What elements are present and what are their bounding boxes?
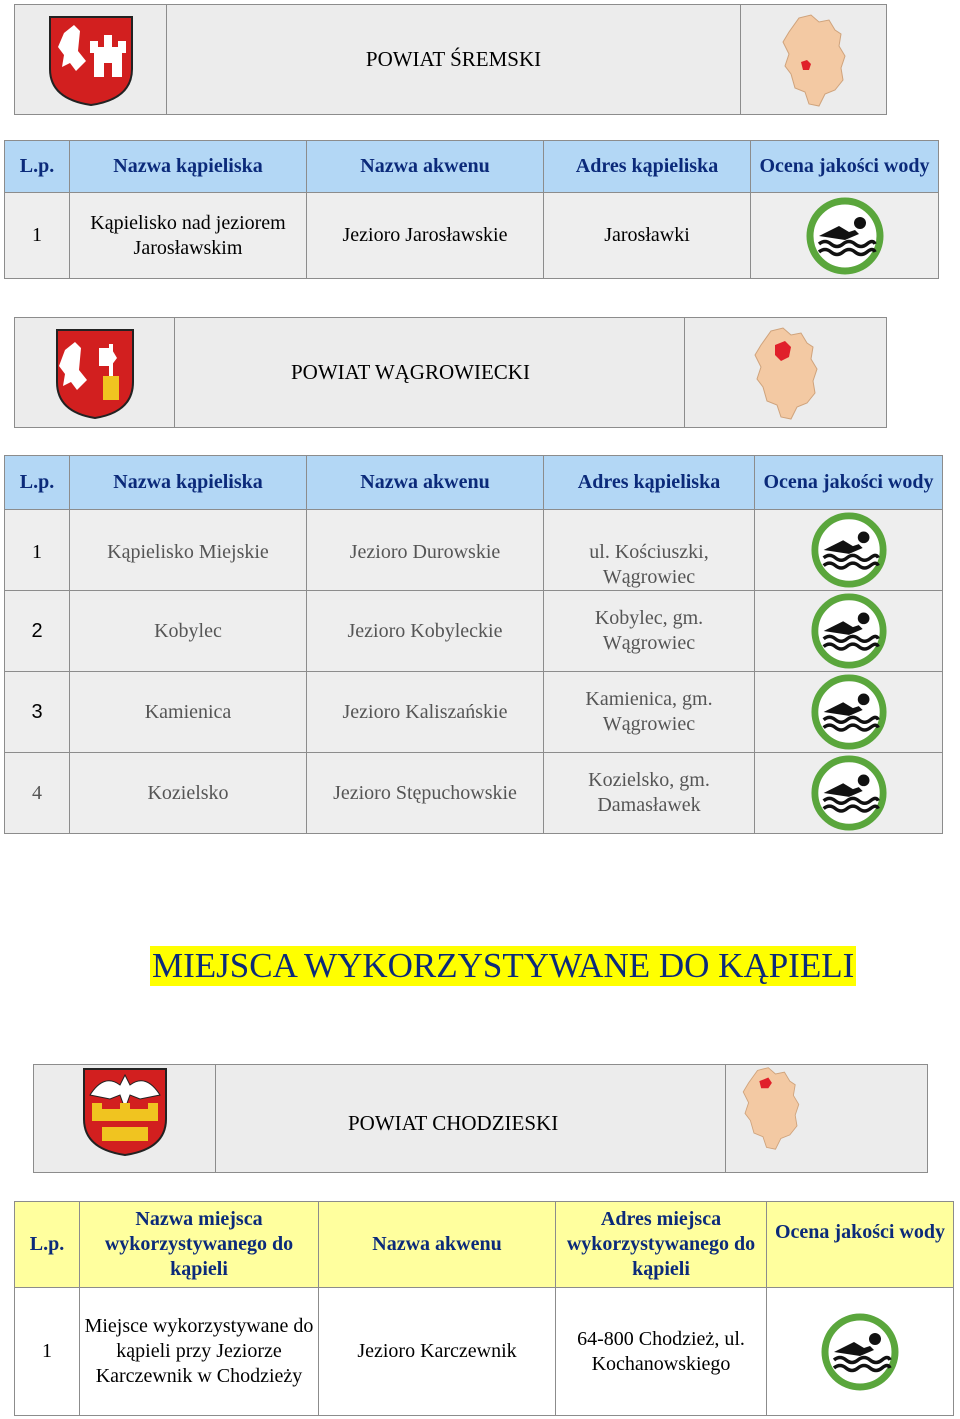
col-header-quality: Ocena jakości wody: [767, 1202, 954, 1288]
table-wagrowiecki: [4, 455, 943, 834]
row-lp: 3: [5, 672, 70, 753]
row-address: Kamienica, gm. Wągrowiec: [544, 672, 755, 753]
powiat-title: POWIAT ŚREMSKI: [167, 5, 741, 115]
table-row: [5, 591, 943, 672]
swimming-badge-icon: [755, 510, 943, 591]
table-row: [5, 510, 943, 591]
region-map: [685, 318, 887, 428]
powiat-title: POWIAT WĄGROWIECKI: [175, 318, 685, 428]
row-name: Kobylec: [70, 591, 307, 672]
row-address: Kobylec, gm. Wągrowiec: [544, 591, 755, 672]
powiat-title: POWIAT CHODZIESKI: [216, 1065, 726, 1173]
row-water: Jezioro Durowskie: [307, 510, 544, 591]
col-header-water: Nazwa akwenu: [307, 456, 544, 510]
table-row: [5, 672, 943, 753]
swimming-badge-icon: [751, 193, 939, 279]
row-water: Jezioro Jarosławskie: [307, 193, 544, 279]
row-name: Kąpielisko nad jeziorem Jarosławskim: [70, 193, 307, 279]
row-lp: 1: [5, 510, 70, 591]
col-header-name: Nazwa miejsca wykorzystywanego do kąpieli: [80, 1202, 319, 1288]
col-header-water: Nazwa akwenu: [307, 141, 544, 193]
powiat-header-sremski: [14, 4, 887, 115]
row-address: 64-800 Chodzież, ul. Kochanowskiego: [556, 1288, 767, 1416]
swimming-badge-icon: [767, 1288, 954, 1416]
coat-of-arms-wagrowiecki: [15, 318, 175, 428]
col-header-name: Nazwa kąpieliska: [70, 456, 307, 510]
row-water: Jezioro Karczewnik: [319, 1288, 556, 1416]
row-name: Kamienica: [70, 672, 307, 753]
row-address: Jarosławki: [544, 193, 751, 279]
row-water: Jezioro Kobyleckie: [307, 591, 544, 672]
row-water: Jezioro Kaliszańskie: [307, 672, 544, 753]
col-header-lp: L.p.: [5, 456, 70, 510]
row-lp: 4: [5, 753, 70, 834]
row-name: Miejsce wykorzystywane do kąpieli przy Jeziorze Karczewnik w Chodzieży: [80, 1288, 319, 1416]
coat-of-arms-chodzieski: [34, 1065, 216, 1173]
col-header-address: Adres miejsca wykorzystywanego do kąpieli: [556, 1202, 767, 1288]
col-header-name: Nazwa kąpieliska: [70, 141, 307, 193]
row-address: ul. Kościuszki, Wągrowiec: [544, 510, 755, 591]
table-row: [15, 1288, 954, 1416]
row-water: Jezioro Stępuchowskie: [307, 753, 544, 834]
swimming-badge-icon: [755, 672, 943, 753]
section-banner: MIEJSCA WYKORZYSTYWANE DO KĄPIELI: [152, 946, 855, 985]
coat-of-arms-sremski: [15, 5, 167, 115]
row-lp: 2: [5, 591, 70, 672]
row-lp: 1: [15, 1288, 80, 1416]
row-name: Kąpielisko Miejskie: [70, 510, 307, 591]
swimming-badge-icon: [755, 753, 943, 834]
col-header-water: Nazwa akwenu: [319, 1202, 556, 1288]
col-header-address: Adres kąpieliska: [544, 456, 755, 510]
region-map: [741, 5, 887, 115]
col-header-lp: L.p.: [5, 141, 70, 193]
powiat-header-wagrowiecki: [14, 317, 887, 428]
row-address: Kozielsko, gm. Damasławek: [544, 753, 755, 834]
region-map: [726, 1065, 928, 1173]
col-header-quality: Ocena jakości wody: [755, 456, 943, 510]
table-row: [5, 193, 939, 279]
row-lp: 1: [5, 193, 70, 279]
col-header-address: Adres kąpieliska: [544, 141, 751, 193]
col-header-lp: L.p.: [15, 1202, 80, 1288]
row-name: Kozielsko: [70, 753, 307, 834]
table-row: [5, 753, 943, 834]
table-sremski: [4, 140, 939, 279]
swimming-badge-icon: [755, 591, 943, 672]
col-header-quality: Ocena jakości wody: [751, 141, 939, 193]
table-chodzieski: [14, 1201, 954, 1416]
powiat-header-chodzieski: [33, 1064, 928, 1173]
